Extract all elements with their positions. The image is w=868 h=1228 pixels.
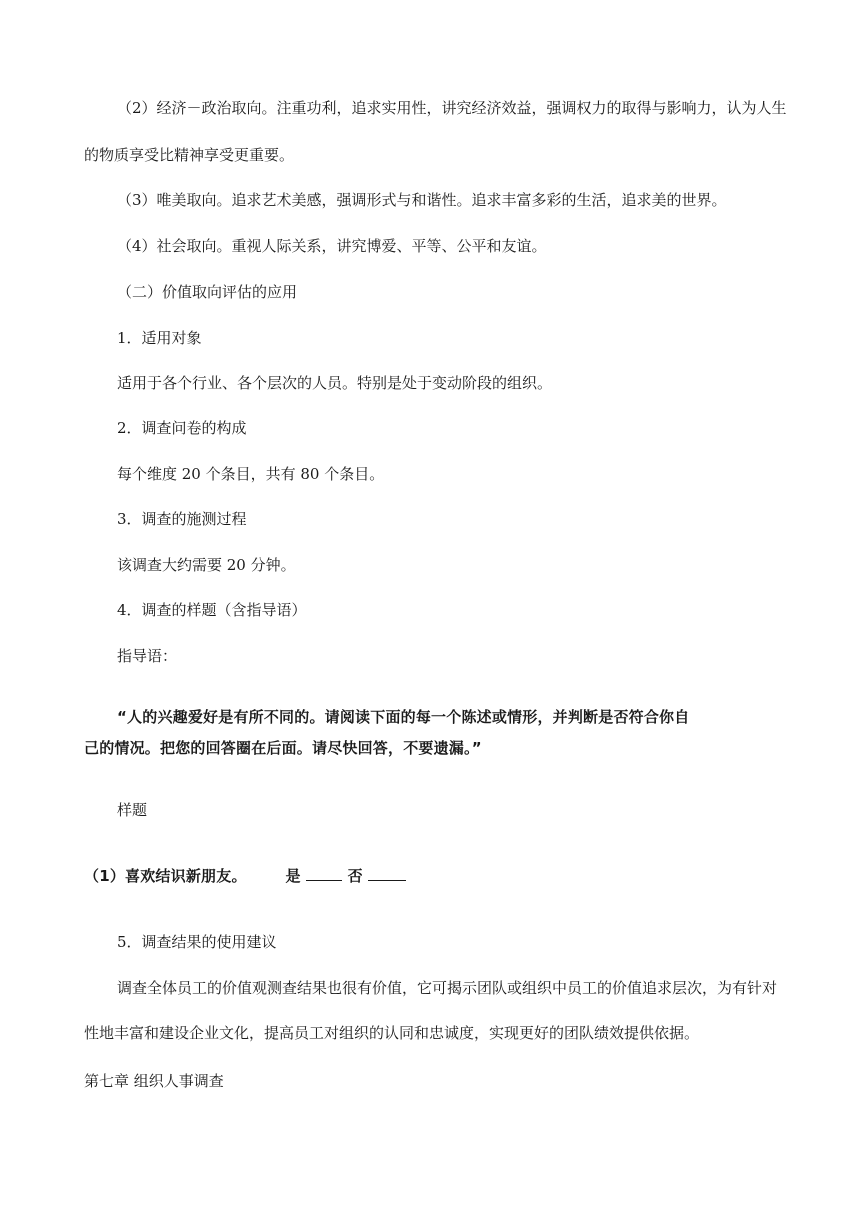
item-1-body: 适用于各个行业、各个层次的人员。特别是处于变动阶段的组织。 xyxy=(117,374,553,392)
sample-no-blank xyxy=(368,866,406,881)
item-3-body: 该调查大约需要 20 分钟。 xyxy=(117,556,296,574)
paragraph-aesthetic: （3）唯美取向。追求艺术美感，强调形式与和谐性。追求丰富多彩的生活，追求美的世界。 xyxy=(117,191,727,209)
paragraph-economic-political: （2）经济－政治取向。注重功利，追求实用性，讲究经济效益，强调权力的取得与影响力，认为人生 xyxy=(117,99,787,117)
item-5-title: 5．调查结果的使用建议 xyxy=(117,933,277,951)
sample-question-text: （1）喜欢结识新朋友。 xyxy=(84,867,247,885)
sample-label: 样题 xyxy=(117,801,148,819)
chapter-heading: 第七章 组织人事调查 xyxy=(84,1072,224,1090)
paragraph-social: （4）社会取向。重视人际关系，讲究博爱、平等、公平和友谊。 xyxy=(117,237,547,255)
item-3-title: 3．调查的施测过程 xyxy=(117,510,247,528)
guide-label: 指导语： xyxy=(117,647,178,665)
item-5-body-line-2: 性地丰富和建设企业文化，提高员工对组织的认同和忠诚度，实现更好的团队绩效提供依据。 xyxy=(84,1024,700,1042)
guide-text-line-1: “人的兴趣爱好是有所不同的。请阅读下面的每一个陈述或情形，并判断是否符合你自 xyxy=(117,708,690,726)
sample-yes-label: 是 xyxy=(285,867,301,885)
sample-no-label: 否 xyxy=(347,867,363,885)
sample-yes-blank xyxy=(306,866,342,881)
item-2-body: 每个维度 20 个条目，共有 80 个条目。 xyxy=(117,465,385,483)
guide-text-line-2: 己的情况。把您的回答圈在后面。请尽快回答，不要遗漏。” xyxy=(84,739,482,757)
sample-question xyxy=(84,866,406,886)
item-1-title: 1．适用对象 xyxy=(117,329,202,347)
section-heading: （二）价值取向评估的应用 xyxy=(117,283,298,301)
item-4-title: 4．调查的样题（含指导语） xyxy=(117,601,307,619)
item-5-body-line-1: 调查全体员工的价值观测查结果也很有价值，它可揭示团队或组织中员工的价值追求层次，为有针对 xyxy=(117,979,778,997)
item-2-title: 2．调查问卷的构成 xyxy=(117,419,247,437)
paragraph-economic-political-cont: 的物质享受比精神享受更重要。 xyxy=(84,146,295,164)
